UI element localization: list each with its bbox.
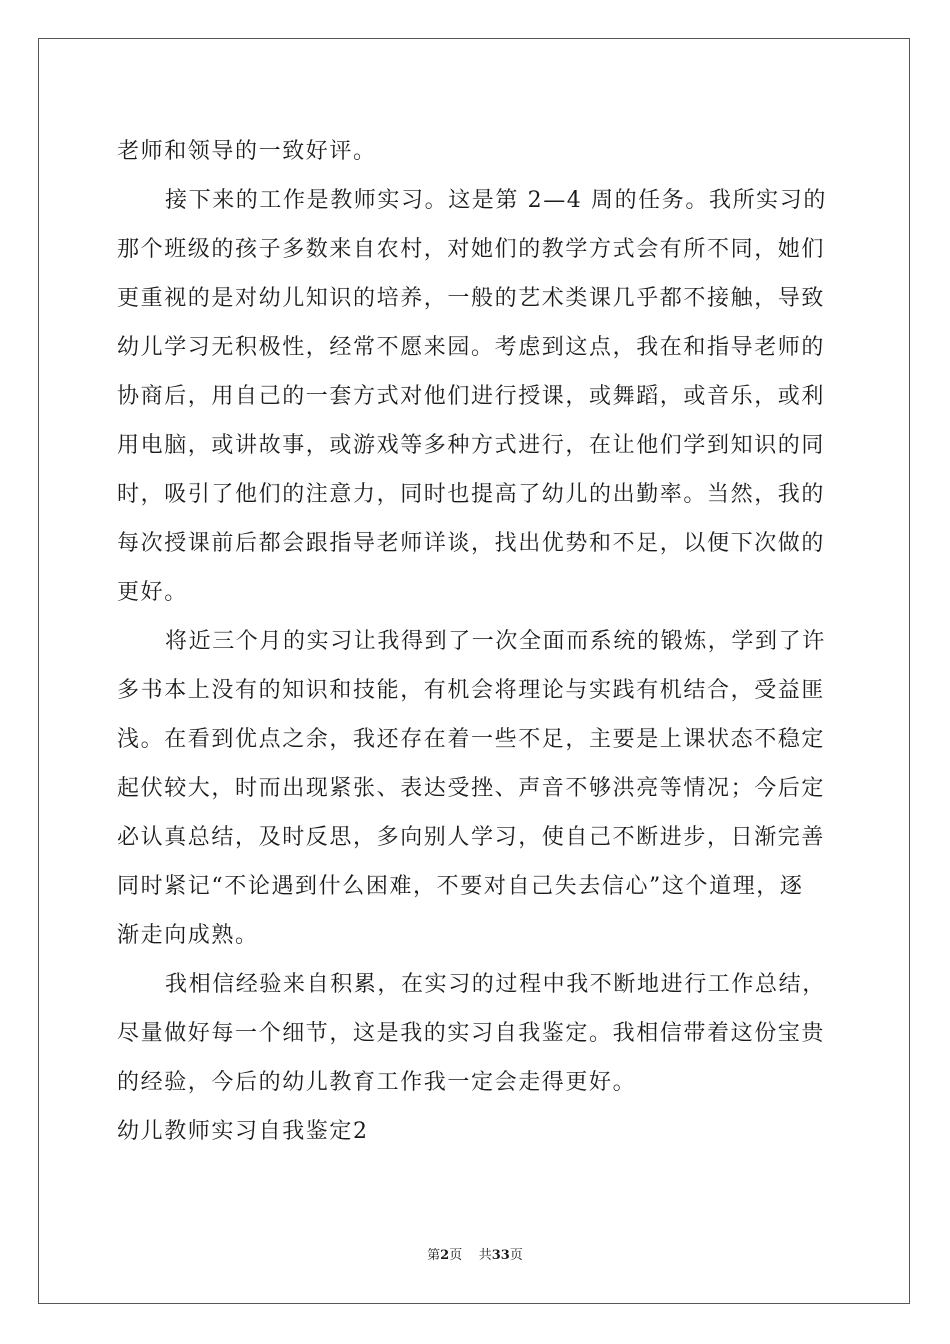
total-suffix: 页: [509, 1248, 523, 1263]
text-line: 更重视的是对幼儿知识的培养，一般的艺术类课几乎都不接触，导致: [117, 286, 826, 311]
text-line: 更好。: [117, 580, 188, 605]
text-line: 起伏较大，时而出现紧张、表达受挫、声音不够洪亮等情况；今后定: [117, 776, 826, 801]
page-total: 33: [491, 1248, 510, 1263]
page-suffix: 页: [449, 1248, 463, 1263]
text-line: 幼儿学习无积极性，经常不愿来园。考虑到这点，我在和指导老师的: [117, 335, 826, 360]
text-line: 那个班级的孩子多数来自农村，对她们的教学方式会有所不同，她们: [117, 237, 826, 262]
text-line: 浅。在看到优点之余，我还存在着一些不足，主要是上课状态不稳定: [117, 727, 826, 752]
text-line: 的经验，今后的幼儿教育工作我一定会走得更好。: [117, 1070, 637, 1095]
text-line: 多书本上没有的知识和技能，有机会将理论与实践有机结合，受益匪: [117, 678, 826, 703]
page-footer: [0, 1244, 950, 1263]
text-line: 老师和领导的一致好评。: [117, 139, 377, 164]
text-line: 渐走向成熟。: [117, 923, 259, 948]
text-line: 我相信经验来自积累，在实习的过程中我不断地进行工作总结，: [165, 972, 826, 997]
text-line: 时，吸引了他们的注意力，同时也提高了幼儿的出勤率。当然，我的: [117, 482, 826, 507]
text-line: 必认真总结，及时反思，多向别人学习，使自己不断进步，日渐完善: [117, 825, 826, 850]
text-line: 将近三个月的实习让我得到了一次全面而系统的锻炼，学到了许: [165, 629, 826, 654]
text-line: 协商后，用自己的一套方式对他们进行授课，或舞蹈，或音乐，或利: [117, 384, 826, 409]
text-line: 每次授课前后都会跟指导老师详谈，找出优势和不足，以便下次做的: [117, 531, 826, 556]
text-line: 尽量做好每一个细节，这是我的实习自我鉴定。我相信带着这份宝贵: [117, 1021, 826, 1046]
text-line: 幼儿教师实习自我鉴定2: [117, 1119, 369, 1144]
text-line: 接下来的工作是教师实习。这是第 2—4 周的任务。我所实习的: [165, 188, 827, 213]
page-current: 2: [440, 1248, 450, 1263]
document-body: [117, 127, 833, 1156]
total-prefix: 共: [478, 1248, 492, 1263]
text-line: 同时紧记“不论遇到什么困难，不要对自己失去信心”这个道理，逐: [117, 874, 804, 899]
page-prefix: 第: [427, 1248, 441, 1263]
text-line: 用电脑，或讲故事，或游戏等多种方式进行，在让他们学到知识的同: [117, 433, 826, 458]
